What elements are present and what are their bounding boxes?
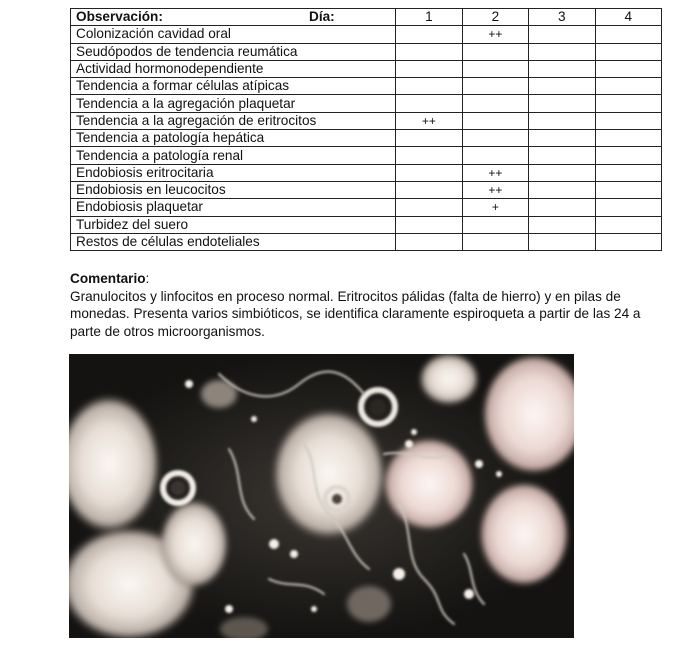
observation-label-cell: Actividad hormonodependiente bbox=[71, 60, 396, 77]
table-row bbox=[71, 233, 662, 250]
day-2-value-cell: ++ bbox=[462, 181, 528, 198]
day-1-value-cell bbox=[396, 26, 462, 43]
observation-label-cell: Tendencia a patología renal bbox=[71, 147, 396, 164]
day-1-value-cell: ++ bbox=[396, 112, 462, 129]
day-2-value-cell bbox=[462, 78, 528, 95]
comment-section bbox=[70, 270, 660, 340]
observation-label-cell: Tendencia a la agregación de eritrocitos bbox=[71, 112, 396, 129]
observation-label-cell: Endobiosis en leucocitos bbox=[71, 181, 396, 198]
comment-text: Granulocitos y linfocitos en proceso normal. Eritrocitos pálidas (falta de hierro) y en pilas de monedas. Presenta varios simbióticos, se identifica claramente espiroqueta a partir de las 24 a parte de otros microorganismos. bbox=[70, 288, 641, 339]
day-1-value-cell bbox=[396, 43, 462, 60]
microscopy-image bbox=[69, 354, 574, 638]
comment-title: Comentario bbox=[70, 271, 146, 286]
observation-label: Observación: bbox=[76, 9, 163, 25]
day-2-value-cell: ++ bbox=[462, 164, 528, 181]
day-4-value-cell bbox=[595, 216, 662, 233]
table-row bbox=[71, 199, 662, 216]
observation-label-cell: Tendencia a patología hepática bbox=[71, 130, 396, 147]
day-3-value-cell bbox=[529, 199, 595, 216]
day-1-value-cell bbox=[396, 147, 462, 164]
day-4-value-cell bbox=[595, 26, 662, 43]
microscopy-photo bbox=[69, 354, 574, 638]
table-row bbox=[71, 60, 662, 77]
observation-label-cell: Colonización cavidad oral bbox=[71, 26, 396, 43]
day-3-value-cell bbox=[529, 78, 595, 95]
day-3-value-cell bbox=[529, 95, 595, 112]
day-4-value-cell bbox=[595, 164, 662, 181]
day-1-value-cell bbox=[396, 130, 462, 147]
day-1-value-cell bbox=[396, 95, 462, 112]
day-3-value-cell bbox=[529, 216, 595, 233]
day-label: Día: bbox=[309, 9, 335, 25]
day-header-4: 4 bbox=[595, 9, 662, 26]
comment-title-colon: : bbox=[145, 271, 150, 286]
table-header-row bbox=[71, 9, 662, 26]
day-4-value-cell bbox=[595, 147, 662, 164]
day-3-value-cell bbox=[529, 60, 595, 77]
day-2-value-cell bbox=[462, 95, 528, 112]
day-3-value-cell bbox=[529, 26, 595, 43]
day-4-value-cell bbox=[595, 43, 662, 60]
table-row bbox=[71, 112, 662, 129]
table-row bbox=[71, 26, 662, 43]
day-2-value-cell: ++ bbox=[462, 26, 528, 43]
day-2-value-cell bbox=[462, 147, 528, 164]
table-row bbox=[71, 216, 662, 233]
day-3-value-cell bbox=[529, 164, 595, 181]
day-4-value-cell bbox=[595, 130, 662, 147]
day-header-3: 3 bbox=[529, 9, 595, 26]
day-2-value-cell bbox=[462, 130, 528, 147]
table-row bbox=[71, 181, 662, 198]
day-3-value-cell bbox=[529, 181, 595, 198]
table-row bbox=[71, 164, 662, 181]
day-3-value-cell bbox=[529, 130, 595, 147]
observation-label-cell: Tendencia a formar células atípicas bbox=[71, 78, 396, 95]
header-observation-cell bbox=[71, 9, 396, 26]
day-4-value-cell bbox=[595, 181, 662, 198]
day-4-value-cell bbox=[595, 78, 662, 95]
day-4-value-cell bbox=[595, 95, 662, 112]
observation-label-cell: Endobiosis eritrocitaria bbox=[71, 164, 396, 181]
day-2-value-cell bbox=[462, 216, 528, 233]
day-4-value-cell bbox=[595, 60, 662, 77]
observation-label-cell: Tendencia a la agregación plaquetar bbox=[71, 95, 396, 112]
day-4-value-cell bbox=[595, 233, 662, 250]
day-2-value-cell bbox=[462, 112, 528, 129]
table-row bbox=[71, 130, 662, 147]
table-row bbox=[71, 43, 662, 60]
day-1-value-cell bbox=[396, 78, 462, 95]
day-3-value-cell bbox=[529, 233, 595, 250]
observation-label-cell: Seudópodos de tendencia reumática bbox=[71, 43, 396, 60]
day-2-value-cell: + bbox=[462, 199, 528, 216]
day-2-value-cell bbox=[462, 233, 528, 250]
day-1-value-cell bbox=[396, 216, 462, 233]
table-row bbox=[71, 95, 662, 112]
day-4-value-cell bbox=[595, 199, 662, 216]
day-1-value-cell bbox=[396, 199, 462, 216]
day-1-value-cell bbox=[396, 181, 462, 198]
day-header-1: 1 bbox=[396, 9, 462, 26]
day-4-value-cell bbox=[595, 112, 662, 129]
observation-table bbox=[70, 8, 662, 251]
observation-label-cell: Endobiosis plaquetar bbox=[71, 199, 396, 216]
day-1-value-cell bbox=[396, 60, 462, 77]
day-2-value-cell bbox=[462, 43, 528, 60]
day-header-2: 2 bbox=[462, 9, 528, 26]
day-1-value-cell bbox=[396, 233, 462, 250]
day-3-value-cell bbox=[529, 43, 595, 60]
day-3-value-cell bbox=[529, 147, 595, 164]
observation-label-cell: Turbidez del suero bbox=[71, 216, 396, 233]
day-3-value-cell bbox=[529, 112, 595, 129]
day-2-value-cell bbox=[462, 60, 528, 77]
table-row bbox=[71, 147, 662, 164]
day-1-value-cell bbox=[396, 164, 462, 181]
observation-label-cell: Restos de células endoteliales bbox=[71, 233, 396, 250]
table-row bbox=[71, 78, 662, 95]
